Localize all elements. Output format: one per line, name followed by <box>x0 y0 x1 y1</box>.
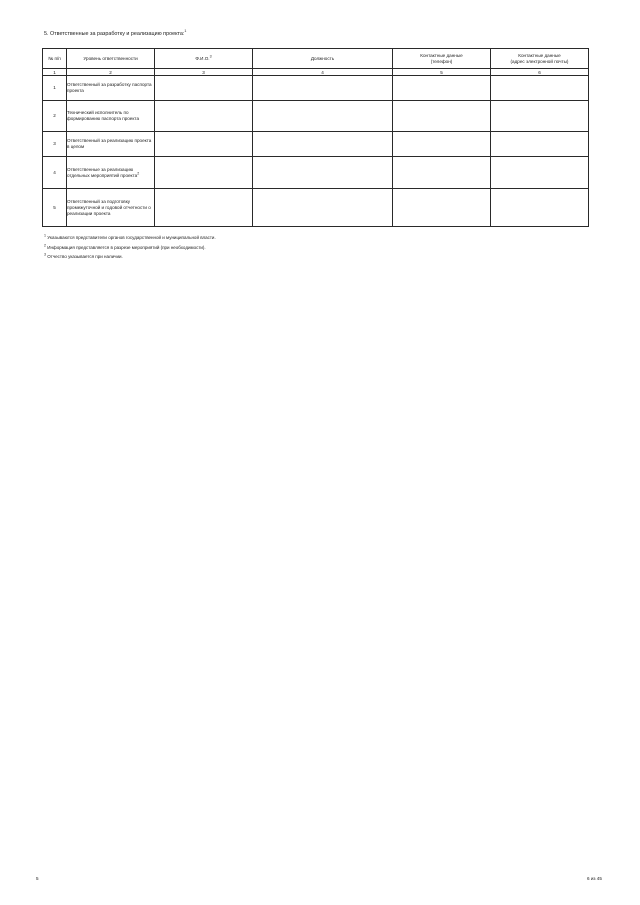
cell-position[interactable] <box>253 157 393 189</box>
header-email-line1: Контактные данные <box>518 52 561 58</box>
row-level <box>67 189 155 227</box>
row-level <box>67 76 155 101</box>
header-num: № п/п <box>43 49 67 69</box>
cell-position[interactable] <box>253 189 393 227</box>
row-level-text: Технический исполнитель по формированию паспорта проекта <box>67 110 140 121</box>
cell-email[interactable] <box>491 132 589 157</box>
cell-position[interactable] <box>253 132 393 157</box>
header-level: Уровень ответственности <box>67 49 155 69</box>
cell-email[interactable] <box>491 189 589 227</box>
section-title-footnote-mark: 1 <box>184 29 187 34</box>
footnote-text: Информация представляется в разрезе мероприятий (при необходимости). <box>47 244 206 250</box>
cell-phone[interactable] <box>393 189 491 227</box>
header-email-line2: (адрес электронной почты) <box>510 58 569 64</box>
header-phone <box>393 49 491 69</box>
table-header-row <box>43 49 589 69</box>
column-number: 6 <box>491 69 589 76</box>
column-number: 3 <box>155 69 253 76</box>
cell-email[interactable] <box>491 76 589 101</box>
cell-fio[interactable] <box>155 76 253 101</box>
row-level-text: Ответственный за подготовку промежуточной и годовой отчетности о реализации проекта <box>67 198 151 216</box>
row-number: 2 <box>43 101 67 132</box>
page-number-left: 5 <box>36 876 39 881</box>
cell-fio[interactable] <box>155 101 253 132</box>
row-level <box>67 132 155 157</box>
row-level <box>67 101 155 132</box>
table-row <box>43 157 589 189</box>
footnote-mark: 2 <box>44 243 46 248</box>
row-number: 4 <box>43 157 67 189</box>
row-level-text: Ответственный за реализацию проекта в целом <box>67 138 152 149</box>
cell-phone[interactable] <box>393 101 491 132</box>
cell-email[interactable] <box>491 157 589 189</box>
row-level-text: Ответственные за реализацию отдельных мероприятий проекта <box>67 166 138 178</box>
footnotes <box>44 233 216 262</box>
row-level-footnote-mark: 2 <box>137 170 140 175</box>
responsibility-table <box>42 48 589 227</box>
table-row <box>43 76 589 101</box>
header-phone-line2: (телефон) <box>430 58 453 64</box>
row-level <box>67 157 155 189</box>
section-title-text: 5. Ответственные за разработку и реализацию проекта: <box>44 31 185 37</box>
cell-fio[interactable] <box>155 189 253 227</box>
footnote-text: Указываются представители органов государственной и муниципальной власти. <box>47 235 216 240</box>
header-fio <box>155 49 253 69</box>
header-fio-text: Ф.И.О. <box>195 55 210 61</box>
column-number: 1 <box>43 69 67 76</box>
footnote <box>44 243 216 253</box>
row-number: 1 <box>43 76 67 101</box>
row-number: 5 <box>43 189 67 227</box>
cell-phone[interactable] <box>393 157 491 189</box>
column-number: 4 <box>253 69 393 76</box>
cell-position[interactable] <box>253 101 393 132</box>
header-position: Должность <box>253 49 393 69</box>
column-number: 2 <box>67 69 155 76</box>
header-fio-footnote-mark: 3 <box>209 53 212 58</box>
header-email <box>491 49 589 69</box>
footnote-mark: 3 <box>44 252 46 257</box>
cell-phone[interactable] <box>393 76 491 101</box>
row-number: 3 <box>43 132 67 157</box>
cell-email[interactable] <box>491 101 589 132</box>
cell-phone[interactable] <box>393 132 491 157</box>
footnote-mark: 1 <box>44 233 46 238</box>
page-counter: 6 из 45 <box>587 876 602 881</box>
footnote-text: Отчество указывается при наличии. <box>47 254 123 260</box>
row-level-text: Ответственный за разработку паспорта проекта <box>67 82 152 93</box>
cell-position[interactable] <box>253 76 393 101</box>
footnote <box>44 252 216 262</box>
table-row <box>43 132 589 157</box>
footnote <box>44 233 216 243</box>
table-row <box>43 189 589 227</box>
header-phone-line1: Контактные данные <box>420 52 463 58</box>
section-title <box>44 31 186 37</box>
cell-fio[interactable] <box>155 132 253 157</box>
column-number: 5 <box>393 69 491 76</box>
cell-fio[interactable] <box>155 157 253 189</box>
table-row <box>43 101 589 132</box>
column-number-row <box>43 69 589 76</box>
